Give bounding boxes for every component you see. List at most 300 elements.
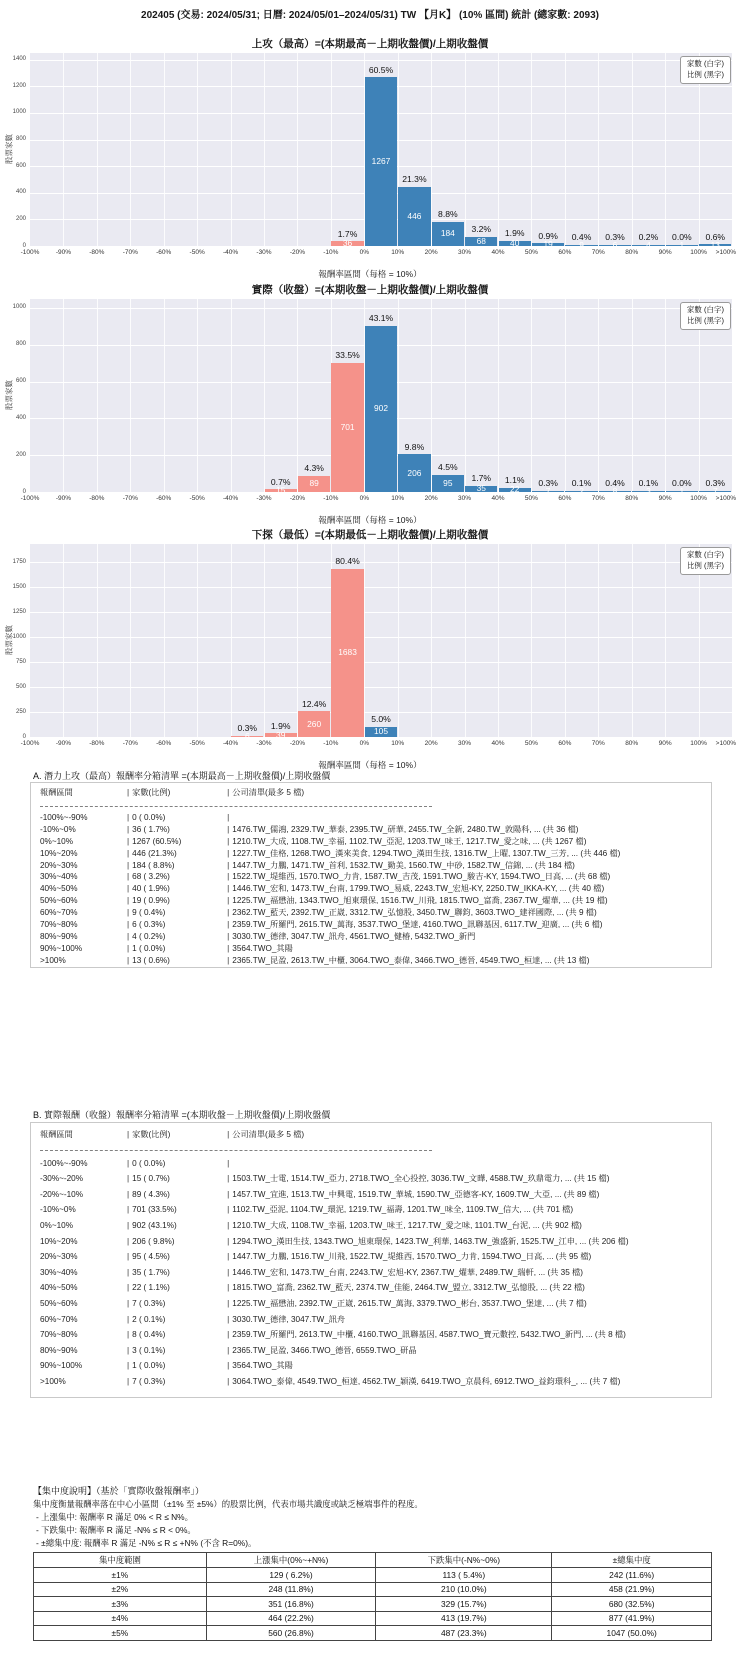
list-col-range: -30%~-20% <box>40 1174 84 1184</box>
list-col-companies: 1815.TWO_富喬, 2362.TW_藍天, 2374.TW_佳能, 2464.TW_盟立, 3312.TW_弘憶股, ... (共 22 檔) <box>232 1283 585 1293</box>
concentration-table-cell: 113 ( 5.4%) <box>376 1568 552 1583</box>
concentration-table-cell: 413 (19.7%) <box>376 1611 552 1626</box>
list-col-count: 701 (33.5%) <box>132 1205 177 1215</box>
concentration-heading: 【集中度說明】（基於「實際收盤報酬率」） <box>33 1486 205 1496</box>
bar-count-label: 13 <box>710 239 720 250</box>
column-separator: | <box>127 1267 130 1277</box>
list-col-companies: 公司清單(最多 5 檔) <box>232 1130 305 1139</box>
x-tick-label: -20% <box>289 249 306 256</box>
concentration-table-cell: 242 (11.6%) <box>552 1568 712 1583</box>
x-tick-label: >100% <box>715 495 737 502</box>
y-tick-label: 0 <box>22 733 26 740</box>
x-tick-label: 70% <box>591 249 605 256</box>
list-col-count: 15 ( 0.7%) <box>132 1174 170 1184</box>
x-tick-label: 10% <box>391 495 405 502</box>
legend-pct-label: 比例 (黑字) <box>686 315 724 325</box>
y-tick-label: 200 <box>15 215 26 222</box>
x-tick-label: 0% <box>359 249 369 256</box>
list-col-companies: 3030.TW_德律, 3047.TW_訊舟, 4561.TWO_健椿, 5432.TWO_新門 <box>232 931 476 941</box>
list-col-range: 70%~80% <box>40 920 78 930</box>
list-row <box>40 955 702 967</box>
list-col-count: 89 ( 4.3%) <box>132 1189 170 1199</box>
gridline-vertical <box>197 544 198 737</box>
gridline-vertical <box>264 53 265 246</box>
gridline-vertical <box>565 53 566 246</box>
column-separator: | <box>127 788 130 797</box>
x-tick-label: >100% <box>715 249 737 256</box>
legend-box <box>680 547 731 575</box>
gridline-vertical <box>164 544 165 737</box>
column-separator: | <box>127 1345 130 1355</box>
x-tick-label: 30% <box>458 495 472 502</box>
x-tick-label: -70% <box>122 495 138 502</box>
x-tick-label: 0% <box>359 495 369 502</box>
bar-pct-label: 1.9% <box>504 228 525 239</box>
gridline-vertical <box>531 53 532 246</box>
list-col-range: 0%~10% <box>40 1220 74 1230</box>
list-col-range: 50%~60% <box>40 896 78 906</box>
x-tick-label: -40% <box>222 495 239 502</box>
list-row <box>40 1249 702 1265</box>
legend-pct-label: 比例 (黑字) <box>686 69 724 79</box>
column-separator: | <box>227 836 230 846</box>
gridline-vertical <box>297 53 298 246</box>
bar-count-label: 902 <box>374 403 388 414</box>
gridline-vertical <box>465 53 466 246</box>
gridline-vertical <box>130 544 131 737</box>
concentration-table-cell: ±5% <box>34 1626 207 1641</box>
list-divider <box>40 1149 432 1151</box>
x-tick-label: -40% <box>222 249 239 256</box>
gridline-vertical <box>431 299 432 492</box>
bar-count-label: 15 <box>276 485 286 496</box>
list-a-box <box>30 782 712 968</box>
x-tick-label: 100% <box>690 740 707 747</box>
gridline-vertical <box>97 53 98 246</box>
list-row <box>40 895 702 907</box>
gridline-vertical <box>498 299 499 492</box>
list-col-range: 40%~50% <box>40 884 78 894</box>
x-tick-label: -90% <box>55 495 72 502</box>
column-separator: | <box>127 943 130 953</box>
column-separator: | <box>127 1130 130 1139</box>
plot-area <box>30 299 732 496</box>
bar-count-label: 1 <box>679 239 685 250</box>
column-separator: | <box>127 931 130 941</box>
x-tick-label: 90% <box>658 495 672 502</box>
bar-pct-label: 3.2% <box>471 224 492 235</box>
x-tick-label: -90% <box>55 249 72 256</box>
bar-pct-label: 0.1% <box>638 478 659 488</box>
gridline-vertical <box>598 544 599 737</box>
column-separator: | <box>127 812 130 822</box>
gridline-vertical <box>531 299 532 492</box>
x-tick-label: -20% <box>289 740 306 747</box>
list-divider <box>40 805 432 807</box>
bar-pct-label: 1.9% <box>270 720 291 731</box>
bar-pct-label: 0.1% <box>571 478 592 488</box>
gridline-vertical <box>231 544 232 737</box>
y-tick-label: 1400 <box>12 56 26 63</box>
list-row <box>40 1187 702 1203</box>
list-col-count: 40 ( 1.9%) <box>132 884 170 894</box>
column-separator: | <box>227 812 230 822</box>
list-col-count: 7 ( 0.3%) <box>132 1376 166 1386</box>
list-row <box>40 1296 702 1312</box>
gridline-vertical <box>632 299 633 492</box>
bar-pct-label: 80.4% <box>335 556 360 567</box>
chart-title: 下探（最低）=(本期最低－上期收盤價)/上期收盤價 <box>251 529 489 541</box>
x-axis-label: 報酬率區間（每格 = 10%） <box>318 515 422 525</box>
list-col-range: 10%~20% <box>40 1236 78 1246</box>
bar-pct-label: 60.5% <box>368 64 394 75</box>
list-col-count: 95 ( 4.5%) <box>132 1252 170 1262</box>
column-separator: | <box>127 872 130 882</box>
x-tick-label: 30% <box>458 249 472 256</box>
bar-count-label: 1683 <box>338 647 357 658</box>
x-tick-label: -50% <box>189 740 205 747</box>
list-row <box>40 1218 702 1234</box>
gridline-vertical <box>598 299 599 492</box>
gridline-horizontal <box>30 612 732 613</box>
concentration-table-cell: 248 (11.8%) <box>206 1582 376 1597</box>
bar-pct-label: 0.2% <box>638 232 659 242</box>
y-tick-label: 0 <box>22 488 26 495</box>
column-separator: | <box>227 1267 230 1277</box>
legend-count-label: 家數 (白字) <box>686 550 724 559</box>
bar-pct-label: 1.7% <box>337 228 358 239</box>
concentration-table <box>33 1552 712 1641</box>
list-col-range: -10%~0% <box>40 1205 76 1215</box>
list-col-count: 7 ( 0.3%) <box>132 1298 166 1308</box>
list-row <box>40 1343 702 1359</box>
gridline-vertical <box>465 544 466 737</box>
list-col-companies: 1210.TW_大成, 1108.TW_幸福, 1203.TW_味王, 1217.TW_愛之味, 1101.TW_台泥, ... (共 902 檔) <box>232 1220 582 1230</box>
list-col-companies: 1225.TW_福懋油, 2392.TW_正崴, 2615.TW_萬海, 3379.TWO_彬台, 3537.TWO_堡達, ... (共 7 檔) <box>232 1298 587 1308</box>
bar-pct-label: 8.8% <box>438 209 458 219</box>
concentration-table-row <box>34 1597 712 1612</box>
gridline-vertical <box>130 53 131 246</box>
bar-pct-label: 0.0% <box>672 232 692 242</box>
column-separator: | <box>227 1376 230 1386</box>
list-row <box>40 1280 702 1296</box>
list-col-range: 報酬區間 <box>40 1130 73 1139</box>
gridline-horizontal <box>30 562 732 563</box>
y-tick-label: 1000 <box>12 633 26 640</box>
bar-pct-label: 5.0% <box>371 714 391 724</box>
x-tick-label: 60% <box>558 249 572 256</box>
gridline-vertical <box>231 53 232 246</box>
gridline-vertical <box>164 53 165 246</box>
list-col-companies: 2359.TW_所羅門, 2615.TW_萬海, 3537.TWO_堡達, 4160.TWO_訊聯基因, 6117.TW_迎廣, ... (共 6 檔) <box>232 920 603 930</box>
column-separator: | <box>227 1361 230 1371</box>
x-tick-label: 0% <box>359 740 369 747</box>
bar-pct-label: 0.3% <box>705 478 726 488</box>
x-tick-label: -30% <box>256 495 272 502</box>
y-tick-label: 500 <box>15 683 26 690</box>
list-col-range: 50%~60% <box>40 1298 78 1308</box>
list-col-count: 0 ( 0.0%) <box>132 1158 166 1168</box>
column-separator: | <box>227 788 230 797</box>
y-tick-label: 200 <box>15 451 26 458</box>
list-col-range: 90%~100% <box>40 1361 83 1371</box>
gridline-vertical <box>331 53 332 246</box>
concentration-table-cell: 560 (26.8%) <box>206 1626 376 1641</box>
y-tick-label: 1000 <box>12 109 26 116</box>
column-separator: | <box>127 860 130 870</box>
x-tick-label: 50% <box>524 740 538 747</box>
column-separator: | <box>227 896 230 906</box>
list-col-count: 4 ( 0.2%) <box>132 931 166 941</box>
legend-count-label: 家數 (白字) <box>686 59 724 68</box>
list-col-range: 70%~80% <box>40 1330 78 1340</box>
chart-upside-high <box>0 36 740 280</box>
list-row <box>40 1374 702 1390</box>
x-tick-label: 30% <box>458 740 472 747</box>
bar-pct-label: 33.5% <box>335 350 360 361</box>
x-tick-label: 20% <box>424 249 438 256</box>
list-row <box>40 812 702 824</box>
bar-pct-label: 4.3% <box>304 463 324 474</box>
chart-downside-low <box>0 527 740 771</box>
concentration-table-cell: 351 (16.8%) <box>206 1597 376 1612</box>
list-col-count: 1 ( 0.0%) <box>132 943 166 953</box>
bar-count-label: 8 <box>612 485 618 496</box>
x-tick-label: -50% <box>189 249 205 256</box>
bar-count-label: 446 <box>407 210 422 221</box>
list-col-companies: 2362.TW_藍天, 2392.TW_正崴, 3312.TW_弘憶股, 3450.TW_聯鈞, 3603.TWO_建祥國際, ... (共 9 檔) <box>232 908 597 918</box>
column-separator: | <box>127 1252 130 1262</box>
column-separator: | <box>127 1205 130 1215</box>
x-tick-label: >100% <box>715 740 737 747</box>
concentration-table-cell: 129 ( 6.2%) <box>206 1568 376 1583</box>
gridline-vertical <box>264 544 265 737</box>
x-tick-label: 60% <box>558 495 572 502</box>
list-row <box>40 1312 702 1328</box>
bar-pct-label: 43.1% <box>368 313 394 324</box>
concentration-table-header-cell: ±總集中度 <box>552 1553 712 1568</box>
legend-pct-label: 比例 (黑字) <box>686 560 724 570</box>
column-separator: | <box>227 1205 230 1215</box>
gridline-vertical <box>498 53 499 246</box>
column-separator: | <box>127 884 130 894</box>
x-tick-label: 80% <box>625 495 639 502</box>
gridline-vertical <box>565 299 566 492</box>
y-tick-label: 1500 <box>12 583 26 590</box>
list-row <box>40 943 702 955</box>
legend-box <box>680 56 731 84</box>
list-col-companies: 1457.TW_宜進, 1513.TW_中興電, 1519.TW_華城, 1590.TW_亞德客-KY, 1609.TW_大亞, ... (共 89 檔) <box>232 1189 600 1199</box>
x-tick-label: -100% <box>20 249 40 256</box>
x-tick-label: 20% <box>424 495 438 502</box>
column-separator: | <box>127 1314 130 1324</box>
bar-count-label: 36 <box>342 238 353 249</box>
bar-count-label: 1267 <box>371 156 391 167</box>
list-row <box>40 860 702 872</box>
concentration-table-header-cell: 下跌集中(-N%~0%) <box>376 1553 552 1568</box>
list-col-companies: 3564.TWO_其陽 <box>232 1361 293 1371</box>
x-tick-label: -60% <box>156 495 172 502</box>
list-col-count: 36 ( 1.7%) <box>132 824 170 834</box>
gridline-vertical <box>665 299 666 492</box>
list-row <box>40 907 702 919</box>
plot-area <box>30 53 732 250</box>
gridline-vertical <box>63 544 64 737</box>
y-tick-label: 600 <box>15 378 26 384</box>
column-separator: | <box>227 848 230 858</box>
list-col-companies: 1447.TW_力鵬, 1471.TW_首利, 1532.TW_勤美, 1560.TW_中砂, 1582.TW_信錦, ... (共 184 檔) <box>232 860 575 870</box>
bar-count-label: 206 <box>407 467 422 478</box>
gridline-vertical <box>63 53 64 246</box>
concentration-table-cell: 458 (21.9%) <box>552 1582 712 1597</box>
list-col-count: 1267 (60.5%) <box>132 836 182 846</box>
gridline-vertical <box>197 53 198 246</box>
bar-count-label: 105 <box>374 726 388 737</box>
list-col-companies <box>232 1156 702 1172</box>
list-row <box>40 1265 702 1281</box>
bar-count-label: 68 <box>476 235 486 246</box>
x-tick-label: -100% <box>20 740 40 747</box>
column-separator: | <box>227 1174 230 1184</box>
gridline-vertical <box>130 299 131 492</box>
list-col-range: >100% <box>40 955 66 965</box>
list-col-range: 60%~70% <box>40 908 78 918</box>
list-col-count: 13 ( 0.6%) <box>132 955 170 965</box>
gridline-vertical <box>63 299 64 492</box>
bar-count-label: 701 <box>340 421 355 432</box>
list-col-count: 2 ( 0.1%) <box>132 1314 166 1324</box>
column-separator: | <box>227 1189 230 1199</box>
x-tick-label: 50% <box>524 249 538 256</box>
gridline-horizontal <box>30 308 732 309</box>
y-tick-label: 1250 <box>12 608 26 615</box>
plot-area <box>30 544 732 741</box>
list-col-count: 8 ( 0.4%) <box>132 1330 166 1340</box>
concentration-table-cell: 877 (41.9%) <box>552 1611 712 1626</box>
gridline-vertical <box>665 544 666 737</box>
column-separator: | <box>127 824 130 834</box>
list-col-companies: 公司清單(最多 5 檔) <box>232 788 305 797</box>
list-col-range: 30%~40% <box>40 872 78 882</box>
column-separator: | <box>127 920 130 930</box>
list-col-range: 20%~30% <box>40 1252 78 1262</box>
list-col-range: -100%~-90% <box>40 1158 88 1168</box>
x-tick-label: -80% <box>89 495 105 502</box>
list-col-companies: 1446.TW_宏和, 1473.TW_台南, 2243.TW_宏旭-KY, 2367.TW_燿華, 2489.TW_瑞軒, ... (共 35 檔) <box>232 1267 583 1277</box>
column-separator: | <box>127 1189 130 1199</box>
column-separator: | <box>127 1236 130 1246</box>
list-col-companies: 1522.TW_堤維西, 1570.TWO_力肯, 1587.TW_吉茂, 1591.TWO_駿吉-KY, 1594.TWO_日高, ... (共 68 檔) <box>232 872 611 882</box>
x-tick-label: 70% <box>591 740 605 747</box>
concentration-table-row <box>34 1611 712 1626</box>
list-col-count: 184 ( 8.8%) <box>132 860 175 870</box>
column-separator: | <box>127 1220 130 1230</box>
gridline-vertical <box>498 544 499 737</box>
bar-pct-label: 21.3% <box>402 174 427 185</box>
column-separator: | <box>227 824 230 834</box>
column-separator: | <box>227 1283 230 1293</box>
gridline-vertical <box>632 544 633 737</box>
bar-count-label: 7 <box>712 485 718 496</box>
x-tick-label: -90% <box>55 740 72 747</box>
x-tick-label: 90% <box>658 740 672 747</box>
bar-count-label: 9 <box>579 239 584 250</box>
column-separator: | <box>227 1330 230 1340</box>
list-col-range: 30%~40% <box>40 1267 78 1277</box>
x-tick-label: -50% <box>189 495 205 502</box>
list-col-range: 90%~100% <box>40 943 83 953</box>
list-col-count: 902 (43.1%) <box>132 1220 177 1230</box>
concentration-bullet-down: - 下跌集中: 報酬率 R 滿足 -N% ≤ R < 0%。 <box>36 1525 196 1535</box>
gridline-vertical <box>431 544 432 737</box>
gridline-horizontal <box>30 60 732 61</box>
column-separator: | <box>127 1361 130 1371</box>
bar-pct-label: 0.3% <box>538 478 558 488</box>
bar-pct-label: 9.8% <box>404 441 425 452</box>
y-tick-label: 800 <box>15 341 26 348</box>
list-col-companies: 3064.TWO_泰偉, 4549.TWO_桓達, 4562.TW_穎漢, 6419.TWO_京晨科, 6912.TWO_益鈞環科_, ... (共 7 檔) <box>232 1376 621 1386</box>
column-separator: | <box>227 1130 230 1139</box>
list-col-companies: 1447.TW_力鵬, 1516.TW_川飛, 1522.TW_堤維西, 1570.TWO_力肯, 1594.TWO_日高, ... (共 95 檔) <box>232 1252 592 1262</box>
y-tick-label: 750 <box>15 658 26 665</box>
list-col-range: -10%~0% <box>40 824 76 834</box>
gridline-vertical <box>364 544 365 737</box>
x-tick-label: 10% <box>391 740 405 747</box>
x-tick-label: 40% <box>491 249 505 256</box>
x-axis-label: 報酬率區間（每格 = 10%） <box>318 760 422 770</box>
bar-pct-label: 4.5% <box>438 462 458 472</box>
bar-pct-label: 0.7% <box>270 476 291 487</box>
concentration-description: 集中度衡量報酬率落在中心小區間（±1% 至 ±5%）的股票比例，代表市場共識度或缺乏極端事件的程度。 <box>33 1499 423 1509</box>
bar-count-label: 184 <box>440 228 455 239</box>
list-col-count: 家數(比例) <box>132 1130 171 1139</box>
column-separator: | <box>127 955 130 965</box>
list-col-companies: 1294.TWO_漢田生技, 1343.TWO_旭東環保, 1423.TW_利華, 1463.TW_強盛新, 1525.TW_江申, ... (共 206 檔) <box>232 1236 629 1246</box>
list-col-count: 19 ( 0.9%) <box>132 896 170 906</box>
x-tick-label: -100% <box>20 495 40 502</box>
concentration-table-cell: ±4% <box>34 1611 207 1626</box>
column-separator: | <box>127 1283 130 1293</box>
gridline-vertical <box>565 544 566 737</box>
list-col-count: 22 ( 1.1%) <box>132 1283 170 1293</box>
y-tick-label: 400 <box>15 189 26 196</box>
y-tick-label: 800 <box>15 136 26 143</box>
gridline-vertical <box>97 299 98 492</box>
column-separator: | <box>227 860 230 870</box>
x-axis-label: 報酬率區間（每格 = 10%） <box>318 269 422 279</box>
x-tick-label: 10% <box>391 249 405 256</box>
list-row <box>40 1234 702 1250</box>
gridline-vertical <box>164 299 165 492</box>
column-separator: | <box>227 1252 230 1262</box>
list-col-companies <box>232 812 702 824</box>
bar-count-label: 40 <box>510 237 520 248</box>
list-a-heading: A. 潛力上攻（最高）報酬率分箱清單 =(本期最高－上期收盤價)/上期收盤價 <box>33 771 331 781</box>
column-separator: | <box>227 955 230 965</box>
column-separator: | <box>227 1236 230 1246</box>
column-separator: | <box>127 896 130 906</box>
list-col-range: >100% <box>40 1376 66 1386</box>
list-col-count: 0 ( 0.0%) <box>132 812 166 822</box>
gridline-vertical <box>431 53 432 246</box>
column-separator: | <box>127 1376 130 1386</box>
list-col-companies: 2359.TW_所羅門, 2613.TW_中櫃, 4160.TWO_訊聯基因, 4587.TWO_寶元數控, 5432.TWO_新門, ... (共 8 檔) <box>232 1330 626 1340</box>
x-tick-label: -30% <box>256 740 272 747</box>
list-col-companies: 3564.TWO_其陽 <box>232 943 293 953</box>
concentration-table-cell: ±3% <box>34 1597 207 1612</box>
bar-pct-label: 0.6% <box>705 231 726 242</box>
bar-pct-label: 0.0% <box>672 478 692 488</box>
